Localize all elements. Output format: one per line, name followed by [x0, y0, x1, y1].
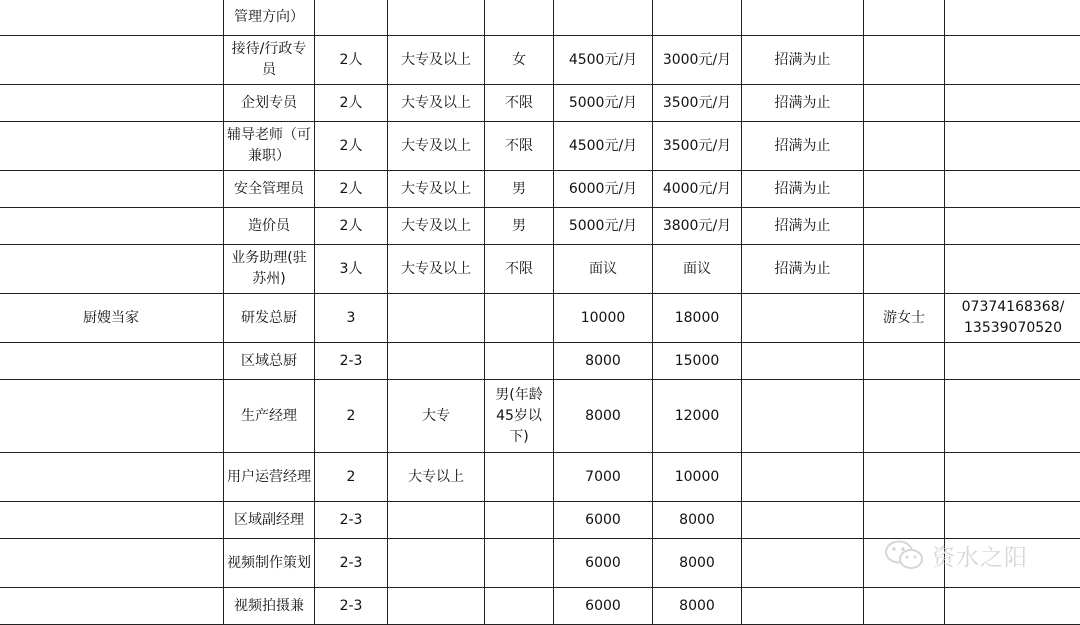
education-cell [388, 0, 485, 36]
education-cell: 大专及以上 [388, 171, 485, 208]
position-cell: 安全管理员 [224, 171, 315, 208]
phone-cell [945, 36, 1080, 85]
deadline-cell [742, 453, 864, 502]
company-cell [0, 171, 224, 208]
phone-cell [945, 171, 1080, 208]
watermark [884, 538, 1028, 572]
company-cell [0, 539, 224, 588]
salary-cell: 4000元/月 [653, 171, 742, 208]
table-row [0, 380, 1080, 453]
phone-cell [945, 380, 1080, 453]
table-row [0, 502, 1080, 539]
salary-cell: 8000 [653, 588, 742, 625]
education-cell: 大专及以上 [388, 36, 485, 85]
deadline-cell [742, 343, 864, 380]
contact-cell [864, 85, 945, 122]
education-cell [388, 588, 485, 625]
phone-cell [945, 245, 1080, 294]
gender-cell: 不限 [485, 245, 554, 294]
phone-cell [945, 502, 1080, 539]
salary-cell: 10000 [653, 453, 742, 502]
headcount-cell: 2-3 [315, 539, 388, 588]
contact-cell [864, 122, 945, 171]
table-row [0, 208, 1080, 245]
table-row [0, 85, 1080, 122]
company-cell [0, 245, 224, 294]
position-cell: 区域副经理 [224, 502, 315, 539]
table-row [0, 122, 1080, 171]
salary-cell: 6000 [554, 502, 653, 539]
deadline-cell: 招满为止 [742, 122, 864, 171]
position-cell: 接待/行政专员 [224, 36, 315, 85]
education-cell [388, 343, 485, 380]
salary-cell: 面议 [653, 245, 742, 294]
table-row [0, 0, 1080, 36]
gender-cell: 男 [485, 208, 554, 245]
company-cell [0, 0, 224, 36]
position-cell: 用户运营经理 [224, 453, 315, 502]
headcount-cell [315, 0, 388, 36]
company-cell [0, 453, 224, 502]
company-cell [0, 502, 224, 539]
table-row [0, 171, 1080, 208]
contact-cell [864, 588, 945, 625]
gender-cell [485, 294, 554, 343]
headcount-cell: 2 [315, 453, 388, 502]
position-cell: 生产经理 [224, 380, 315, 453]
salary-cell: 4500元/月 [554, 122, 653, 171]
phone-cell [945, 122, 1080, 171]
position-cell: 管理方向） [224, 0, 315, 36]
headcount-cell: 2人 [315, 208, 388, 245]
company-cell [0, 208, 224, 245]
contact-cell [864, 380, 945, 453]
salary-cell: 面议 [554, 245, 653, 294]
salary-cell: 3500元/月 [653, 85, 742, 122]
salary-cell: 12000 [653, 380, 742, 453]
watermark-text: 资水之阳 [932, 539, 1028, 572]
salary-cell: 3000元/月 [653, 36, 742, 85]
table-row [0, 453, 1080, 502]
salary-cell: 8000 [653, 502, 742, 539]
company-cell [0, 122, 224, 171]
headcount-cell: 3人 [315, 245, 388, 294]
salary-cell: 5000元/月 [554, 208, 653, 245]
education-cell [388, 294, 485, 343]
salary-cell: 15000 [653, 343, 742, 380]
position-cell: 企划专员 [224, 85, 315, 122]
contact-cell [864, 245, 945, 294]
position-cell: 研发总厨 [224, 294, 315, 343]
deadline-cell [742, 294, 864, 343]
company-cell: 厨嫂当家 [0, 294, 224, 343]
deadline-cell: 招满为止 [742, 171, 864, 208]
headcount-cell: 2-3 [315, 343, 388, 380]
phone-cell [945, 208, 1080, 245]
contact-cell [864, 208, 945, 245]
table-row [0, 245, 1080, 294]
deadline-cell [742, 502, 864, 539]
position-cell: 视频拍摄兼 [224, 588, 315, 625]
position-cell: 视频制作策划 [224, 539, 315, 588]
phone-cell [945, 343, 1080, 380]
education-cell: 大专以上 [388, 453, 485, 502]
contact-cell [864, 502, 945, 539]
position-cell: 业务助理(驻苏州) [224, 245, 315, 294]
salary-cell [554, 0, 653, 36]
salary-cell: 10000 [554, 294, 653, 343]
education-cell [388, 539, 485, 588]
education-cell [388, 502, 485, 539]
contact-cell: 游女士 [864, 294, 945, 343]
deadline-cell [742, 0, 864, 36]
deadline-cell: 招满为止 [742, 85, 864, 122]
gender-cell: 不限 [485, 85, 554, 122]
contact-cell [864, 453, 945, 502]
table-row [0, 343, 1080, 380]
headcount-cell: 2人 [315, 36, 388, 85]
salary-cell: 18000 [653, 294, 742, 343]
salary-cell: 6000 [554, 588, 653, 625]
headcount-cell: 3 [315, 294, 388, 343]
gender-cell: 男 [485, 171, 554, 208]
salary-cell: 6000 [554, 539, 653, 588]
headcount-cell: 2 [315, 380, 388, 453]
gender-cell: 女 [485, 36, 554, 85]
phone-cell: 07374168368/ 13539070520 [945, 294, 1080, 343]
wechat-icon [884, 538, 926, 572]
deadline-cell: 招满为止 [742, 36, 864, 85]
gender-cell [485, 539, 554, 588]
salary-cell [653, 0, 742, 36]
salary-cell: 8000 [554, 380, 653, 453]
table-row [0, 588, 1080, 625]
headcount-cell: 2人 [315, 171, 388, 208]
phone-cell [945, 85, 1080, 122]
contact-cell [864, 36, 945, 85]
phone-cell [945, 0, 1080, 36]
gender-cell [485, 502, 554, 539]
headcount-cell: 2-3 [315, 502, 388, 539]
gender-cell [485, 453, 554, 502]
company-cell [0, 36, 224, 85]
table-row [0, 36, 1080, 85]
salary-cell: 3500元/月 [653, 122, 742, 171]
company-cell [0, 588, 224, 625]
salary-cell: 5000元/月 [554, 85, 653, 122]
salary-cell: 7000 [554, 453, 653, 502]
gender-cell: 不限 [485, 122, 554, 171]
company-cell [0, 85, 224, 122]
salary-cell: 8000 [653, 539, 742, 588]
deadline-cell: 招满为止 [742, 208, 864, 245]
salary-cell: 3800元/月 [653, 208, 742, 245]
education-cell: 大专及以上 [388, 208, 485, 245]
headcount-cell: 2人 [315, 122, 388, 171]
salary-cell: 4500元/月 [554, 36, 653, 85]
education-cell: 大专及以上 [388, 85, 485, 122]
deadline-cell [742, 539, 864, 588]
position-cell: 区域总厨 [224, 343, 315, 380]
gender-cell [485, 0, 554, 36]
headcount-cell: 2人 [315, 85, 388, 122]
contact-cell [864, 171, 945, 208]
headcount-cell: 2-3 [315, 588, 388, 625]
salary-cell: 8000 [554, 343, 653, 380]
table-row [0, 294, 1080, 343]
company-cell [0, 380, 224, 453]
education-cell: 大专 [388, 380, 485, 453]
phone-cell [945, 588, 1080, 625]
deadline-cell [742, 380, 864, 453]
deadline-cell [742, 588, 864, 625]
education-cell: 大专及以上 [388, 122, 485, 171]
phone-cell [945, 453, 1080, 502]
salary-cell: 6000元/月 [554, 171, 653, 208]
education-cell: 大专及以上 [388, 245, 485, 294]
gender-cell [485, 343, 554, 380]
company-cell [0, 343, 224, 380]
contact-cell [864, 0, 945, 36]
gender-cell [485, 588, 554, 625]
position-cell: 造价员 [224, 208, 315, 245]
position-cell: 辅导老师（可兼职） [224, 122, 315, 171]
gender-cell: 男(年龄45岁以下) [485, 380, 554, 453]
contact-cell [864, 343, 945, 380]
deadline-cell: 招满为止 [742, 245, 864, 294]
